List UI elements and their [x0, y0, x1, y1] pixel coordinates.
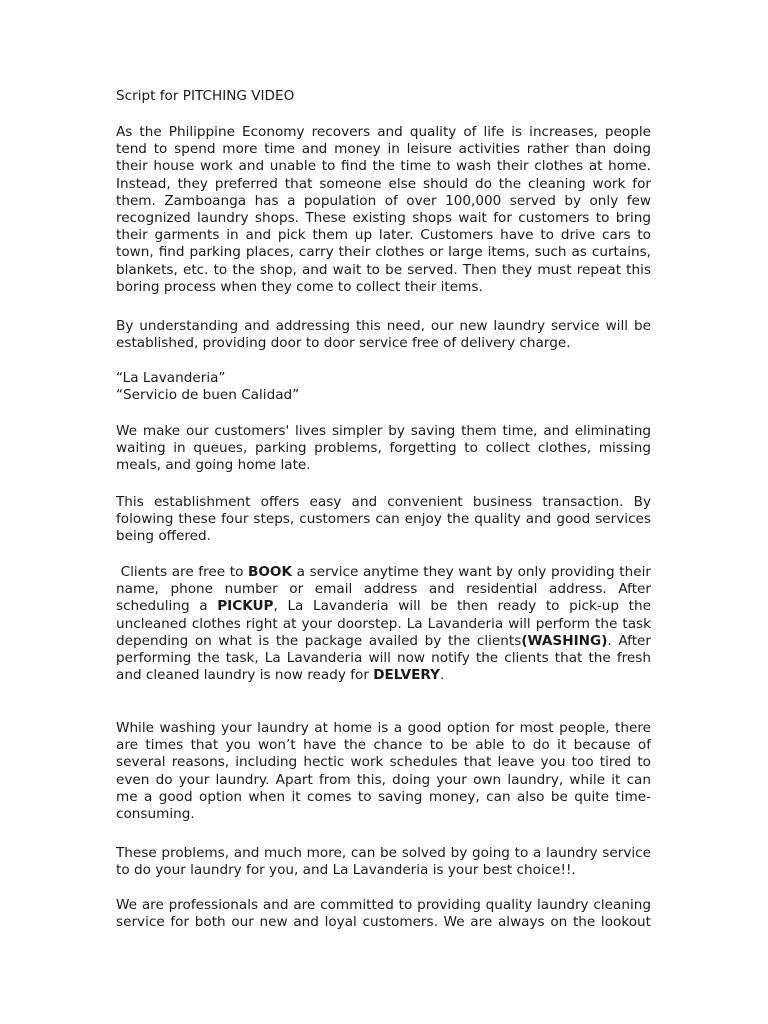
text-line: boring process when they come to collect their items.: [116, 278, 483, 295]
text-line: tend to spend more time and money in leisure activities rather than doing: [116, 141, 651, 158]
text-line: blankets, etc. to the shop, and wait to be served. Then they must repeat this: [116, 261, 651, 278]
washing-keyword: (WASHING): [521, 632, 608, 649]
intro-paragraph: [116, 124, 651, 296]
text-line: Instead, they preferred that someone else should do the cleaning work for: [116, 175, 651, 192]
text-run: . After: [607, 632, 651, 649]
text-run: , La Lavanderia will be then ready to pick-up the: [273, 598, 651, 615]
text-line: established, providing door to door service free of delivery charge.: [116, 335, 571, 352]
text-line: their house work and unable to find the time to wash their clothes at home.: [116, 158, 651, 175]
text-line: their garments in and pick them up later. Customers have to drive cars to: [116, 227, 651, 244]
text-line: While washing your laundry at home is a good option for most people, there: [116, 720, 651, 736]
brand-name: “La Lavanderia”: [116, 370, 226, 386]
text-line: several reasons, including hectic work schedules that leave you too tired to: [116, 754, 651, 771]
text-line: uncleaned clothes right at your doorstep. La Lavanderia will perform the task: [116, 615, 651, 632]
text-line: to do your laundry for you, and La Lavanderia is your best choice!!.: [116, 862, 576, 879]
text-line: name, phone number or email address and residential address. After: [116, 581, 651, 598]
commitment-paragraph: [116, 897, 651, 931]
solution-paragraph: [116, 845, 651, 879]
book-keyword: BOOK: [248, 564, 293, 580]
text-line: me a good option when it comes to saving money, can also be quite time-: [116, 788, 651, 805]
delivery-keyword: DELVERY: [373, 667, 440, 684]
text-line: These problems, and much more, can be solved by going to a laundry service: [116, 845, 651, 861]
text-line: By understanding and addressing this need, our new laundry service will be: [116, 318, 651, 334]
text-line: meals, and going home late.: [116, 457, 311, 474]
text-line: performing the task, La Lavanderia will now notify the clients that the fresh: [116, 650, 651, 667]
text-line: recognized laundry shops. These existing shops wait for customers to bring: [116, 210, 651, 227]
text-line: As the Philippine Economy recovers and quality of life is increases, people: [116, 124, 651, 140]
text-run: depending on what is the package availed by the clients: [116, 632, 522, 649]
text-line: being offered.: [116, 528, 211, 545]
need-paragraph: [116, 318, 651, 352]
steps-intro-paragraph: [116, 494, 651, 546]
text-line: This establishment offers easy and convenient business transaction. By: [116, 494, 651, 510]
text-line: folowing these four steps, customers can enjoy the quality and good services: [116, 511, 651, 528]
text-line: service for both our new and loyal customers. We are always on the lookout: [116, 914, 651, 931]
brand-block: [116, 370, 651, 404]
text-line: We are professionals and are committed to providing quality laundry cleaning: [116, 897, 651, 913]
benefits-paragraph: [116, 423, 651, 475]
text-run: scheduling a: [116, 598, 218, 615]
steps-paragraph: [116, 564, 651, 684]
pickup-keyword: PICKUP: [217, 598, 274, 615]
text-line: [116, 564, 651, 581]
text-run: and cleaned laundry is now ready for: [116, 667, 374, 684]
text-line: [116, 633, 651, 650]
text-line: even do your laundry. Apart from this, doing your own laundry, while it can: [116, 771, 651, 788]
text-run: .: [439, 667, 445, 684]
text-run: a service anytime they want by only providing their: [292, 564, 651, 580]
text-line: We make our customers' lives simpler by saving them time, and eliminating: [116, 423, 651, 439]
brand-tagline: “Servicio de buen Calidad”: [116, 387, 300, 404]
text-line: them. Zamboanga has a population of over 100,000 served by only few: [116, 192, 651, 209]
text-line: are times that you won’t have the chance to be able to do it because of: [116, 737, 651, 754]
text-run: Clients are free to: [116, 564, 249, 580]
home-laundry-paragraph: [116, 720, 651, 823]
text-line: waiting in queues, parking problems, forgetting to collect clothes, missing: [116, 440, 651, 457]
document-title: Script for PITCHING VIDEO: [116, 88, 295, 104]
text-line: consuming.: [116, 806, 195, 823]
text-line: [116, 667, 651, 684]
text-line: [116, 598, 651, 615]
text-line: town, find parking places, carry their clothes or large items, such as curtains,: [116, 244, 651, 261]
